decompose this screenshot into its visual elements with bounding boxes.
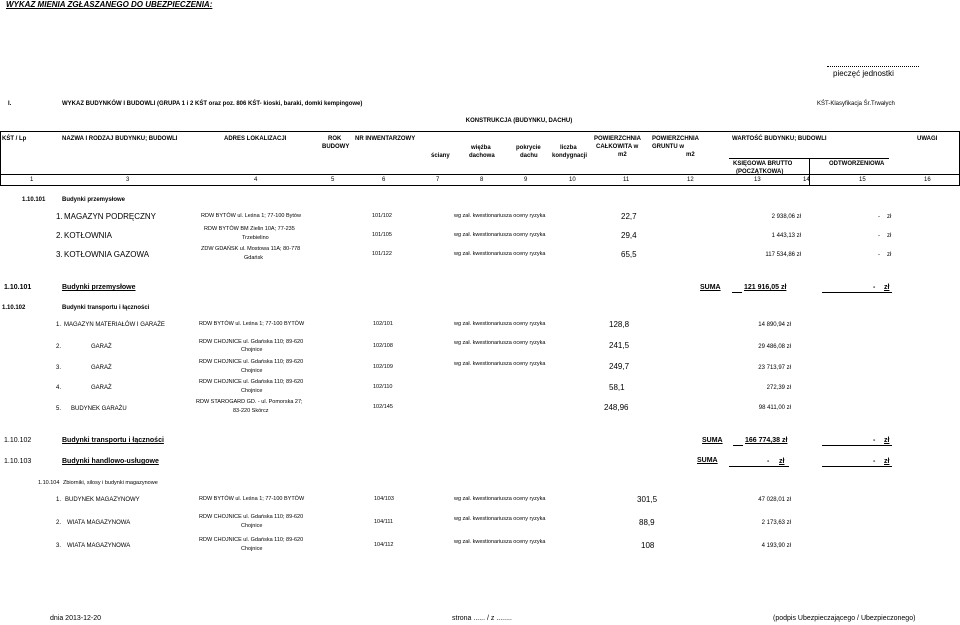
header-bottom-line: [0, 185, 960, 186]
col-num: 12: [687, 177, 694, 183]
item-name: KOTŁOWNIA GAZOWA: [64, 250, 150, 259]
header-address: ADRES LOKALIZACJI: [224, 136, 287, 142]
group-sum-unit: zł: [779, 458, 785, 465]
header-floors-2: kondygnacji: [552, 153, 588, 159]
item-address: RDW BYTÓW ul. Leśna 1; 77-100 BYTÓW: [199, 321, 305, 327]
group-sum-code: 1.10.101: [4, 284, 32, 291]
col-num: 1: [30, 177, 34, 183]
item-area: 22,7: [621, 212, 637, 221]
group-sum-name: Budynki transportu i łączności: [62, 437, 164, 444]
item-book-value: 2 173,63 zł: [761, 520, 791, 526]
group-sum-replacement-unit: zł: [884, 437, 890, 444]
header-land: POWIERZCHNIA: [652, 136, 699, 142]
header-inventory: NR INWENTARZOWY: [355, 136, 416, 142]
header-year-2: BUDOWY: [322, 144, 350, 150]
item-construction: wg zał. kwestionariusza oceny ryzyka: [454, 213, 546, 219]
col-num: 9: [524, 177, 528, 183]
item-book-value: 23 713,97 zł: [758, 365, 791, 371]
header-area-3: m2: [618, 152, 627, 158]
item-replacement-unit: zł: [887, 233, 892, 239]
group-name: Budynki handlowo-usługowe: [62, 458, 159, 465]
item-address: RDW BYTÓW BM Zielin 10A; 77-235: [204, 226, 295, 232]
col-num: 8: [480, 177, 484, 183]
item-book-value: 1 443,13 zł: [771, 233, 801, 239]
item-inventory: 102/108: [373, 343, 393, 349]
group-name: Zbiorniki, silosy i budynki magazynowe: [63, 480, 158, 486]
item-name: BUDYNEK GARAŻU: [71, 406, 127, 412]
header-floors: liczba: [560, 145, 577, 151]
item-name: GARAŻ: [91, 365, 112, 371]
item-construction: wg zał. kwestionariusza oceny ryzyka: [454, 321, 546, 327]
item-address-2: Gdańsk: [244, 255, 263, 261]
item-address: RDW CHOJNICE ul. Gdańska 110; 89-620: [199, 339, 304, 345]
group-code: 1.10.103: [4, 458, 32, 465]
item-area: 301,5: [637, 495, 658, 504]
item-inventory: 101/102: [372, 213, 392, 219]
item-construction: wg zał. kwestionariusza oceny ryzyka: [454, 361, 546, 367]
item-address-2: Trzebielino: [242, 235, 269, 241]
section-title: WYKAZ BUDYNKÓW I BUDOWLI (GRUPA 1 i 2 KŚT oraz poz. 806 KŚT- kioski, baraki, domki kempingowe): [62, 101, 363, 107]
item-address: RDW CHOJNICE ul. Gdańska 110; 89-620: [199, 359, 304, 365]
item-area: 65,5: [621, 250, 637, 259]
item-lp: 1.: [56, 322, 62, 328]
item-book-value: 4 193,90 zł: [761, 543, 791, 549]
item-address-2: Chojnice: [241, 546, 263, 552]
item-address: RDW BYTÓW ul. Leśna 1; 77-100 Bytów: [201, 213, 301, 219]
construction-header: KONSTRUKCJA (BUDYNKU, DACHU): [465, 118, 573, 124]
footer-signature: (podpis Ubezpieczającego / Ubezpieczonego): [773, 615, 916, 622]
item-name: GARAŻ: [91, 344, 112, 350]
item-address-2: Chojnice: [241, 388, 263, 394]
item-address: RDW CHOJNICE ul. Gdańska 110; 89-620: [199, 537, 304, 543]
item-address-2: Chojnice: [241, 523, 263, 529]
item-inventory: 102/101: [373, 321, 393, 327]
item-inventory: 104/112: [374, 542, 394, 548]
item-area: 29,4: [621, 231, 637, 240]
header-notes: UWAGI: [917, 136, 938, 142]
item-book-value: 2 938,06 zł: [771, 214, 801, 220]
group-sum-name: Budynki przemysłowe: [62, 284, 136, 291]
item-book-value: 98 411,00 zł: [758, 405, 791, 411]
item-area: 241,5: [609, 341, 630, 350]
item-book-value: 117 534,86 zł: [765, 252, 801, 258]
item-book-value: 14 890,94 zł: [758, 322, 791, 328]
header-walls: ściany: [431, 153, 450, 159]
header-value: WARTOŚĆ BUDYNKU; BUDOWLI: [732, 136, 827, 142]
header-kst: KŚT / Lp: [2, 136, 27, 142]
header-land-2: GRUNTU w: [652, 144, 684, 150]
item-area: 58,1: [609, 383, 625, 392]
group-name: Budynki przemysłowe: [62, 197, 126, 203]
header-book: KSIĘGOWA BRUTTO: [733, 161, 793, 167]
item-area: 108: [641, 541, 655, 550]
item-lp: 2.: [56, 231, 63, 240]
item-name: WIATA MAGAZYNOWA: [67, 543, 131, 549]
item-lp: 3.: [56, 365, 62, 371]
item-name: MAGAZYN PODRĘCZNY: [64, 212, 157, 221]
item-replacement-unit: zł: [887, 252, 892, 258]
item-inventory: 102/109: [373, 364, 393, 370]
item-replacement-dash: -: [878, 214, 880, 220]
item-construction: wg zał. kwestionariusza oceny ryzyka: [454, 340, 546, 346]
item-lp: 3.: [56, 250, 63, 259]
item-address: RDW BYTÓW ul. Leśna 1; 77-100 BYTÓW: [199, 496, 305, 502]
item-name: GARAŻ: [91, 385, 112, 391]
item-address-2: Chojnice: [241, 368, 263, 374]
item-area: 249,7: [609, 362, 630, 371]
group-sum-replacement-unit: zł: [884, 458, 890, 465]
item-book-value: 47 028,01 zł: [758, 497, 791, 503]
item-book-value: 272,39 zł: [766, 385, 791, 391]
item-area: 128,8: [609, 320, 630, 329]
header-year: ROK: [328, 136, 342, 142]
group-sum-dash: -: [767, 458, 770, 465]
item-address: ZDW GDAŃSK ul. Mostowa 11A; 80-778: [201, 246, 301, 252]
item-replacement-dash: -: [878, 252, 880, 258]
item-construction: wg zał. kwestionariusza oceny ryzyka: [454, 251, 546, 257]
item-construction: wg zał. kwestionariusza oceny ryzyka: [454, 539, 546, 545]
col-num: 16: [924, 177, 931, 183]
item-inventory: 104/103: [374, 496, 394, 502]
col-num: 3: [126, 177, 130, 183]
header-roof-2: dachu: [520, 153, 538, 159]
group-sum-label: SUMA: [702, 437, 723, 444]
header-area: POWIERZCHNIA: [594, 136, 641, 142]
col-num: 14: [803, 177, 810, 183]
classification-label: KŚT-Klasyfikacja Śr.Trwałych: [817, 101, 895, 107]
item-inventory: 101/122: [372, 251, 392, 257]
item-book-value: 29 486,08 zł: [758, 344, 791, 350]
item-replacement-unit: zł: [887, 214, 892, 220]
col-num: 4: [254, 177, 258, 183]
header-roof: pokrycie: [516, 145, 541, 151]
document-title: WYKAZ MIENIA ZGŁASZANEGO DO UBEZPIECZENIA:: [6, 0, 213, 9]
group-sum-replacement-unit: zł: [884, 284, 890, 291]
footer-date: dnia 2013-12-20: [50, 615, 101, 622]
col-num: 7: [436, 177, 440, 183]
col-num: 6: [382, 177, 386, 183]
item-inventory: 102/145: [373, 404, 393, 410]
item-lp: 5.: [56, 406, 62, 412]
header-replacement: ODTWORZENIOWA: [829, 161, 885, 167]
header-truss-2: dachowa: [469, 153, 495, 159]
item-address-2: Chojnice: [241, 347, 263, 353]
header-book-2: (POCZĄTKOWA): [736, 169, 784, 175]
col-num: 10: [569, 177, 576, 183]
group-sum-label: SUMA: [700, 284, 721, 291]
group-sum-value: 166 774,38 zł: [745, 437, 788, 444]
section-number: I.: [8, 101, 12, 107]
header-area-2: CAŁKOWITA w: [596, 144, 639, 150]
group-sum-value: 121 916,05 zł: [744, 284, 787, 291]
item-construction: wg zał. kwestionariusza oceny ryzyka: [454, 516, 546, 522]
header-mid-line: [0, 174, 960, 175]
item-lp: 2.: [56, 520, 62, 526]
header-land-3: m2: [686, 152, 695, 158]
item-lp: 1.: [56, 212, 63, 221]
col-num: 11: [623, 177, 630, 183]
col-num: 15: [859, 177, 866, 183]
item-area: 248,96: [604, 403, 629, 412]
item-name: BUDYNEK MAGAZYNOWY: [65, 497, 140, 503]
stamp-line: [827, 66, 919, 67]
item-area: 88,9: [639, 518, 655, 527]
item-name: WIATA MAGAZYNOWA: [67, 520, 131, 526]
item-lp: 2.: [56, 344, 62, 350]
item-replacement-dash: -: [878, 233, 880, 239]
group-sum-replacement-dash: -: [873, 284, 876, 291]
item-inventory: 104/111: [374, 519, 394, 525]
item-name: MAGAZYN MATERIAŁÓW I GARAŻE: [64, 322, 165, 328]
item-inventory: 102/110: [373, 384, 393, 390]
item-construction: wg zał. kwestionariusza oceny ryzyka: [454, 232, 546, 238]
header-name: NAZWA I RODZAJ BUDYNKU; BUDOWLI: [62, 136, 178, 142]
group-code: 1.10.102: [2, 305, 26, 311]
header-truss: więźba: [471, 145, 491, 151]
item-address: RDW CHOJNICE ul. Gdańska 110; 89-620: [199, 379, 304, 385]
item-address-2: 83-220 Skórcz: [233, 408, 269, 414]
item-lp: 1.: [56, 497, 62, 503]
item-construction: wg zał. kwestionariusza oceny ryzyka: [454, 496, 546, 502]
header-top-line: [0, 131, 960, 132]
group-name: Budynki transportu i łączności: [62, 305, 150, 311]
group-code: 1.10.101: [22, 197, 46, 203]
item-inventory: 101/105: [372, 232, 392, 238]
group-sum-label: SUMA: [697, 457, 718, 464]
col-num: 13: [754, 177, 761, 183]
group-sum-code: 1.10.102: [4, 437, 32, 444]
item-address: RDW STAROGARD GD. - ul. Pomorska 27;: [196, 399, 303, 405]
item-lp: 3.: [56, 543, 62, 549]
item-name: KOTŁOWNIA: [64, 231, 113, 240]
group-sum-replacement-dash: -: [873, 458, 876, 465]
col-num: 5: [331, 177, 335, 183]
group-code: 1.10.104: [38, 480, 60, 486]
footer-page: strona ...... / z ........: [452, 615, 512, 622]
stamp-label: pieczęć jednostki: [833, 69, 894, 78]
group-sum-replacement-dash: -: [873, 437, 876, 444]
item-lp: 4.: [56, 385, 62, 391]
item-address: RDW CHOJNICE ul. Gdańska 110; 89-620: [199, 514, 304, 520]
